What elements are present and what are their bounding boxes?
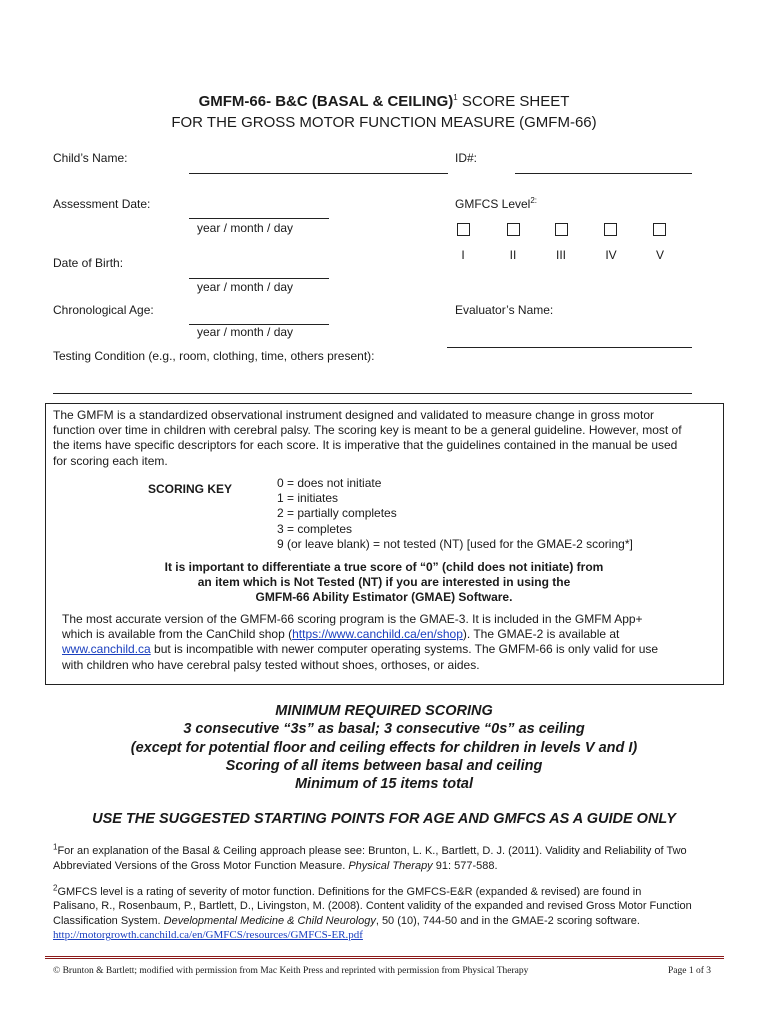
gmfcs-level-label: GMFCS Level$^{2:}$ bbox=[455, 196, 538, 211]
footnote-1: $^1$For an explanation of the Basal & Ceiling approach please see: Brunton, L. K., Bartlett, D. J. (2011). Validity and Reliability of Two Abbreviated Versions of the Gross Motor Function Measure. Physical Therapy 91: 577-588. bbox=[53, 842, 687, 872]
gmfcs-level-i: I bbox=[461, 248, 465, 262]
assessment-date-field[interactable] bbox=[189, 218, 329, 219]
canchild-shop-link[interactable]: https://www.canchild.ca/en/shop bbox=[292, 627, 463, 642]
scoring-key-item: 1 = initiates bbox=[277, 491, 339, 506]
gmfcs-level-iv: IV bbox=[605, 248, 617, 262]
canchild-link[interactable]: www.canchild.ca bbox=[62, 642, 151, 657]
gmfcs-level-ii: II bbox=[509, 248, 517, 262]
important-note: It is important to differentiate a true score of “0” (child does not initiate) from an item which is Not Tested (NT) if you are interested in using the GMFM-66 Ability Estimator (GMAE) Software. bbox=[164, 560, 604, 604]
assessment-date-hint: year / month / day bbox=[197, 221, 294, 235]
assessment-date-label: Assessment Date: bbox=[53, 197, 151, 211]
page-subtitle: FOR THE GROSS MOTOR FUNCTION MEASURE (GMFM-66) bbox=[171, 114, 597, 131]
footer-rule bbox=[45, 956, 724, 959]
childs-name-label: Child’s Name: bbox=[53, 151, 128, 165]
chrono-age-label: Chronological Age: bbox=[53, 303, 154, 317]
gmfcs-level-iii: III bbox=[555, 248, 566, 262]
dob-label: Date of Birth: bbox=[53, 256, 124, 270]
intro-paragraph: The GMFM is a standardized observational instrument designed and validated to measure change in gross motor function over time in children with cerebral palsy. The scoring key is meant to be a general guideline. However, most of the items have specific descriptors for each score. It is imperative that the guidelines contained in the manual be used for scoring each item. bbox=[53, 408, 682, 468]
accurate-version-paragraph: The most accurate version of the GMFM-66 scoring program is the GMAE-3. It is included in the GMFM App+ which is available from the CanChild shop (https://www.canchild.ca/en/shop). The GMAE-2 is available at www.canchild.ca but is incompatible with newer computer operating systems. The GMFM-66 is only valid for use with children who have cerebral palsy tested without shoes, orthoses, or aides. bbox=[62, 612, 659, 672]
gmfcs-er-link[interactable]: http://motorgrowth.canchild.ca/en/GMFCS/resources/GMFCS-ER.pdf bbox=[53, 929, 363, 942]
testing-condition-field[interactable] bbox=[53, 393, 692, 394]
dob-field[interactable] bbox=[189, 278, 329, 279]
gmfcs-checkbox-ii[interactable] bbox=[507, 223, 520, 236]
gmfcs-checkbox-iv[interactable] bbox=[604, 223, 617, 236]
gmfcs-checkbox-i[interactable] bbox=[457, 223, 470, 236]
footnote-2: $^2$GMFCS level is a rating of severity of motor function. Definitions for the GMFCS-E&R (expanded & revised) are found in Palisano, R., Rosenbaum, P., Bartlett, D., Livingston, M. (2008). Content validity of the expanded and revised Gross Motor Function Classification System. Developmental Medicine & Child Neurology, 50 (10), 744-50 and in the GMAE-2 scoring software. http://motorgrowth.canchild.ca/en/GMFCS/resources/GMFCS-ER.pdf bbox=[53, 883, 692, 942]
gmfcs-checkbox-iii[interactable] bbox=[555, 223, 568, 236]
testing-condition-label: Testing Condition (e.g., room, clothing, time, others present): bbox=[53, 349, 375, 363]
childs-name-field[interactable] bbox=[189, 173, 448, 174]
scoring-key-item: 0 = does not initiate bbox=[277, 476, 382, 490]
id-label: ID#: bbox=[455, 151, 478, 165]
id-field[interactable] bbox=[515, 173, 692, 174]
dob-hint: year / month / day bbox=[197, 280, 294, 294]
scoring-key-item: 2 = partially completes bbox=[277, 506, 397, 521]
minimum-scoring-block: MINIMUM REQUIRED SCORING 3 consecutive “3s” as basal; 3 consecutive “0s” as ceiling (except for potential floor and ceiling effects for children in levels V and I) Scoring of all items between basal and ceiling Minimum of 15 items total bbox=[130, 703, 638, 793]
evaluator-label: Evaluator’s Name: bbox=[455, 303, 554, 317]
chrono-age-hint: year / month / day bbox=[197, 325, 294, 339]
gmfcs-checkbox-v[interactable] bbox=[653, 223, 666, 236]
footer-page-number: Page 1 of 3 bbox=[668, 966, 712, 976]
evaluator-field[interactable] bbox=[447, 347, 692, 348]
title-footnote-mark: 1 bbox=[453, 93, 458, 102]
scoring-key-list bbox=[277, 476, 633, 552]
gmfcs-level-v: V bbox=[655, 248, 664, 262]
scoring-key-item: 3 = completes bbox=[277, 521, 353, 536]
scoring-key-label: SCORING KEY bbox=[148, 482, 233, 496]
starting-points-guide: USE THE SUGGESTED STARTING POINTS FOR AGE AND GMFCS AS A GUIDE ONLY bbox=[92, 811, 676, 827]
page-title: GMFM-66- B&C (BASAL & CEILING)$^1$ SCORE SHEET bbox=[198, 93, 570, 110]
scoring-key-item: 9 (or leave blank) = not tested (NT) [used for the GMAE-2 scoring*] bbox=[277, 536, 633, 551]
footer-copyright: © Brunton & Bartlett; modified with permission from Mac Keith Press and reprinted with permission from Physical Therapy bbox=[53, 966, 529, 976]
